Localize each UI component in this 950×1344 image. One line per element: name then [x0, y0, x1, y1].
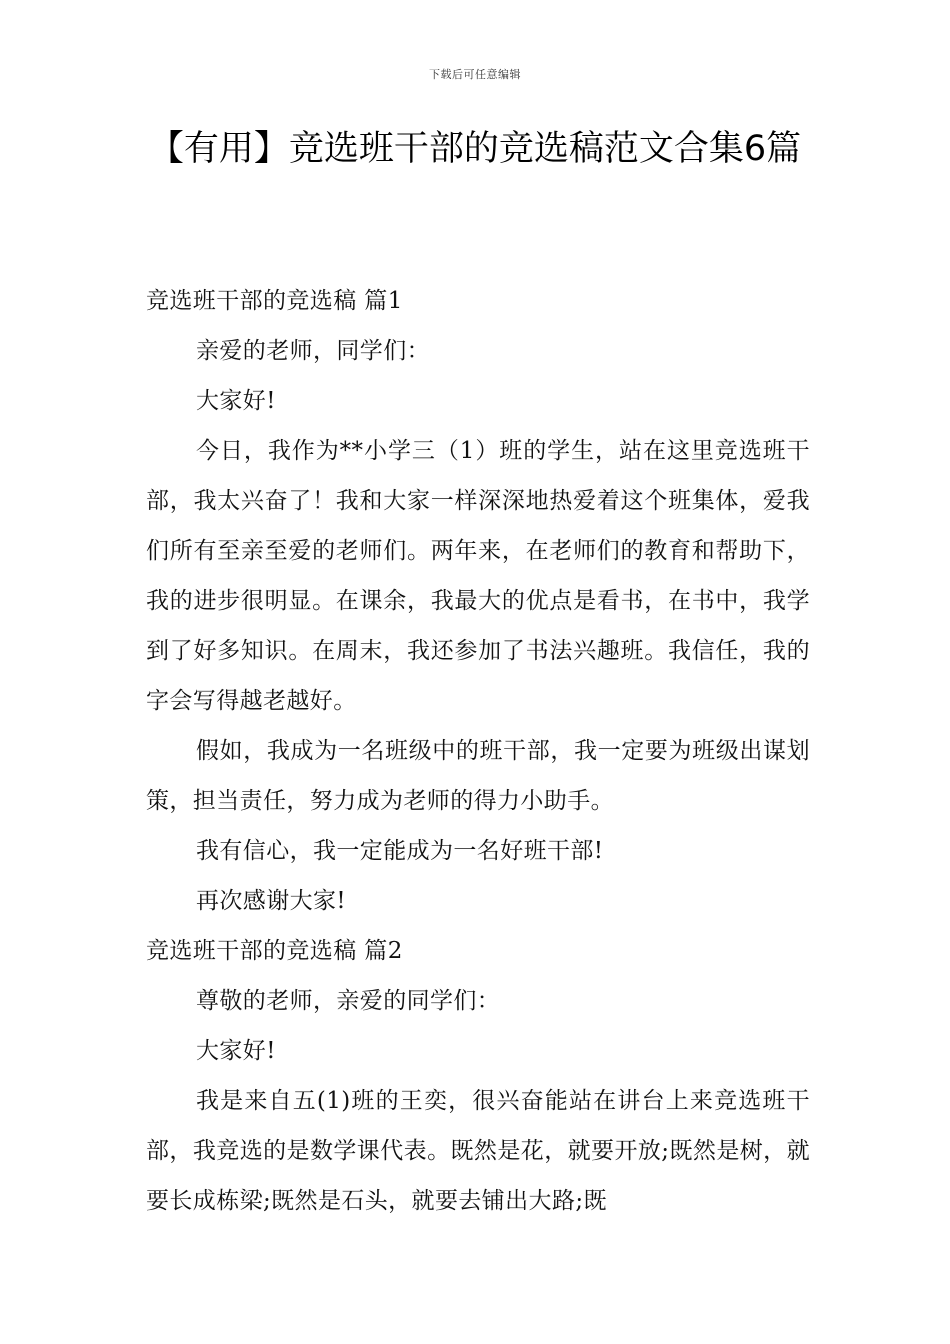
document-title: 【有用】竞选班干部的竞选稿范文合集6篇 — [148, 129, 802, 169]
paragraph: 假如，我成为一名班级中的班干部，我一定要为班级出谋划策，担当责任，努力成为老师的得力小助手。 — [146, 738, 810, 814]
paragraph: 大家好! — [196, 388, 276, 414]
paragraph: 我有信心，我一定能成为一名好班干部! — [196, 838, 604, 864]
document-body — [146, 276, 810, 1226]
section-heading: 竞选班干部的竞选稿 篇2 — [146, 938, 403, 964]
paragraph: 亲爱的老师，同学们： — [196, 338, 430, 364]
paragraph: 再次感谢大家! — [196, 888, 347, 914]
header-note: 下载后可任意编辑 — [429, 68, 521, 81]
paragraph: 尊敬的老师，亲爱的同学们： — [196, 988, 501, 1014]
section-heading: 竞选班干部的竞选稿 篇1 — [146, 288, 403, 314]
paragraph: 今日，我作为**小学三（1）班的学生，站在这里竞选班干部，我太兴奋了！我和大家一样深深地热爱着这个班集体，爱我们所有至亲至爱的老师们。两年来，在老师们的教育和帮助下，我的进步很明显。在课余，我最大的优点是看书，在书中，我学到了好多知识。在周末，我还参加了书法兴趣班。我信任，我的字会写得越老越好。 — [146, 438, 810, 714]
paragraph: 大家好! — [196, 1038, 276, 1064]
paragraph: 我是来自五(1)班的王奕，很兴奋能站在讲台上来竞选班干部，我竞选的是数学课代表。既然是花，就要开放;既然是树，就要长成栋梁;既然是石头，就要去铺出大路;既 — [146, 1088, 810, 1214]
